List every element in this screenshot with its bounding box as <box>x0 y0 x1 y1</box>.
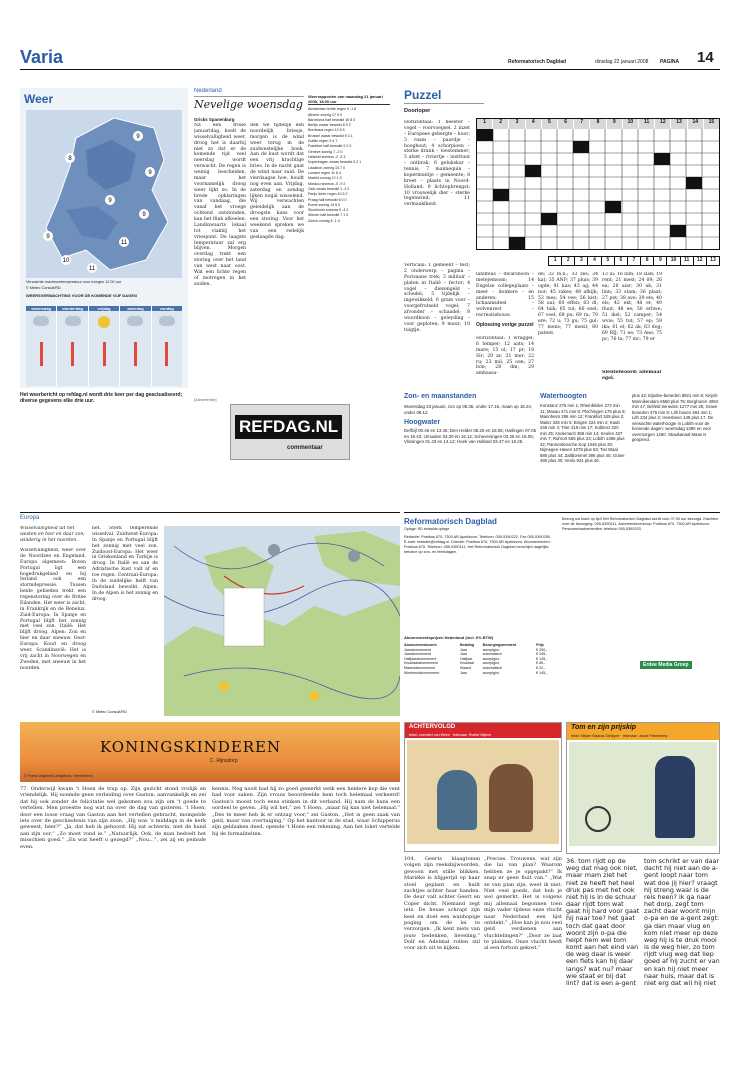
map-temp: 11 <box>120 240 128 246</box>
grid-number: 9 <box>607 119 623 129</box>
station-row: Kopenhagen zwaar bewolkt 5 2 1 <box>308 160 362 165</box>
station-row: Parijs lichte regen 10 5 2 <box>308 192 348 197</box>
nederland-byline: Gricks Spanenburg <box>194 116 235 122</box>
refdag-sub: commentaar <box>287 445 323 452</box>
station-row: Londen regen 11 6 4 <box>308 170 341 175</box>
day-label: zondag <box>152 306 182 311</box>
comic-figure <box>655 756 695 838</box>
colofon <box>404 512 720 716</box>
map-temp: 9 <box>46 234 50 240</box>
puzzle-grid-cells <box>477 129 719 249</box>
map-temp: 9 <box>148 170 152 176</box>
koningskinderen-author: C. Rijnsdorp <box>210 758 238 764</box>
page-number: 14 <box>697 49 714 66</box>
grid-number: 15 <box>704 119 719 129</box>
grid-number: 1 <box>549 257 562 265</box>
puzzel-col2: landbuis – dwarsboon – metejemsom; 14 Engelse collegeplaats – meer – donkere – en anderen; 15 lichaamsdeel – wolvenrest – recreatiebouw. <box>476 272 534 319</box>
puzzel-col4: 13 ui; 16 lum; 18 slab; 19 rent; 21 mest; 24 09; 26 ea; 28 aiar; 30 ak; 31 linn; 33 stam; 36 plaat; 27 pet; 38 ave; 39 ets; 40 els; 42 ekt; 48 et; 49 fluut; 48 ee; 50 erliwe; 51 ikel; 52 camper; 54 wvie; 55 tut; 57 ep; 59 ika; 61 el; 62 ak; 63 dog; 69 RIJ; 71 ee; 73 Ane; 75 pc; 76 ta; 77 mc; 79 er <box>602 272 662 342</box>
achtervolgd-text2: „Precies. Trouwens, wat zijn die lui van plan? Waarom hebben ze je opgepakt?” Ik snap er geen fluit van.” „Wat ze van plan zijn, weet ik niet. Niet veel goeds, dat heb je wel gemerkt. Het is volgens mij allemaal begonnen toen mijn vader tijdens onze vlucht naar Nederland een lijst ontdekt.” „Hoe kan je nou veel geld verdienen aan vluchtelingen?” „Door ze laat te plakken. Onze vlucht heeft al een fortuin gekost.” <box>484 856 562 952</box>
grid-number: 12 <box>655 119 671 129</box>
forecast-day <box>89 306 120 386</box>
grid-number: 14 <box>688 119 704 129</box>
achtervolgd-strip <box>404 722 562 852</box>
map-caption: Verwachte maximumtemperatuur voor morgen 12.00 uur <box>26 280 122 284</box>
station-row: Athene zonnig 17 9 0 <box>308 112 342 117</box>
grid-number: 11 <box>681 257 694 265</box>
grid-number: 12 <box>694 257 707 265</box>
forecast-day <box>26 306 57 386</box>
forecast-days <box>26 306 182 386</box>
colofon-right-text: Bezorg uw krant op tijd! Het Reformatorisch Dagblad wordt vóór 07.00 uur bezorgd. Klachten over de bezorging: 055-5390111. Advertentieverkoop: Postbus 670, 7300 AR Apeldoorn. Personeelsadvertenties: telefoon 055-5390333. <box>562 517 719 531</box>
map-temp: 9 <box>142 212 146 218</box>
map-temp: 8 <box>68 156 72 162</box>
sun-icon <box>219 681 229 691</box>
day-label: zaterdag <box>120 306 150 311</box>
thermometer-icon <box>71 342 74 366</box>
koningskinderen-title: KONINGSKINDEREN <box>100 738 282 756</box>
comic-figure <box>489 764 533 832</box>
cloud-icon <box>127 316 143 326</box>
grid-number: 4 <box>588 257 601 265</box>
map-temp: 9 <box>108 198 112 204</box>
sleutelwoord: Sleutelwoord: allemaal egel. <box>602 370 662 381</box>
europa-col1: Wisselvalligheid, weer over de Noordzee en Engeland. Europa algemeen: Boven Portugal ligt een hogedrukgebied en bij Ierland ook een stormdepressie. Tussen beide gebieden trekt een regenstoring over de Britse Eilanden. Het weer is zacht, in Frankrijk en de Benelux. Zuid-Europa: In Spanje en Portugal blijft het zonnig met veel zon. Italië: Het blijft droog. Alpen: Zon en hier en daar sneeuw. Oost-Europa: Koud en droog weer. Scandinavië: Het is vrij zacht in Noorwegen en Zweden, met sneeuw in het noorden. <box>20 548 86 671</box>
achtervolgd-title: ACHTERVOLGD <box>405 723 561 733</box>
stations-list <box>308 107 390 224</box>
thermometer-icon <box>134 342 137 366</box>
map-temp: 10 <box>62 258 70 264</box>
weer-bottom-caption: Het weerbericht op refdag.nl wordt drie keer per dag geactualiseerd; diverse gegevens elke drie uur. <box>20 392 183 405</box>
table-row: Halfjaarabonnement Halfjaar acceptgiro € 128,- <box>404 656 548 661</box>
bicycle-icon <box>585 806 611 832</box>
sun-icon <box>309 691 319 701</box>
price-table <box>404 643 554 675</box>
cloud-icon <box>65 316 81 326</box>
comic-figure <box>437 770 477 830</box>
table-row: Kwartaalabonnement Kwartaal acceptgiro € 66,- <box>404 661 546 666</box>
station-row: Amsterdam lichte regen 9 -1 8 <box>308 107 357 112</box>
station-row: Madrid zonnig 12 1 0 <box>308 176 342 181</box>
grid-number: 3 <box>575 257 588 265</box>
nederland-col2: den we tijdelijk een noordelijk briesje, morgen is de wind weer terug in de zuidwestelijke hoek. Aan de kust wordt dat een vrij krachtige bries. In de nacht gaat de wind naar zuid. De vierdaagse hoe, houdt nog even aan. Vrijdag, zaterdag en zondag lijken nogal wisselend. Wij verwachten geleidelijk aan de droogste kans voor een storing. Voor het weekend spreken we van een redelijk geslaagde dag. <box>250 123 304 240</box>
waterhoogten-title: Waterhoogten <box>540 393 587 400</box>
header-date: dinsdag 22 januari 2008 <box>595 59 649 65</box>
weer-title: Weer <box>24 92 54 106</box>
station-row: Lissabon zonnig 15 7 0 <box>308 165 345 170</box>
forecast-heading: WEERSVERWACHTING VOOR DE KOMENDE VIJF DAGEN <box>26 293 137 298</box>
station-row: Rome zonnig 14 6 0 <box>308 202 341 207</box>
grid-number: 4 <box>526 119 542 129</box>
station-row: Zürich zonnig 6 -1 0 <box>308 218 340 223</box>
station-row: Genève zonnig 7 -2 0 <box>308 149 343 154</box>
cloud-icon <box>33 316 49 326</box>
netherlands-map <box>26 110 182 278</box>
ad-caption: [Advertentie] <box>194 397 217 402</box>
day-label: donderdag <box>57 306 87 311</box>
weather-stations-table <box>308 94 390 382</box>
prijskip-text2: tom schrikt er van daar dacht hij niet aan de a-gent loopt naar tom wat doe jij hier? vraagt hij streng waar is de reis heen? ik ga naar het dorp, zegt tom zacht daar woont mijn o-pa en de a-gent zegt: ga dan maar vlug en kom niet meer op deze weg hij is te druk mooi is de weg hier, zo tom rijdt vlug weg dat liep goed af hij zucht er van en kan hij niet meer naar huis, maar dat is niet erg dat wil hij niet <box>644 858 720 987</box>
europe-weather-map <box>164 526 400 716</box>
page-header <box>20 46 720 70</box>
comic-panel <box>407 740 559 844</box>
day-label: woensdag <box>26 306 56 311</box>
hoogwater-title: Hoogwater <box>404 419 441 427</box>
koningskinderen-col1: 77. Onderwijl kwam 't Hoen de trap op. Zijn gezicht stond vrolijk en vriendelijk. Hij noemde geen verleiding over Gaston: aanvankelijk en zei dat hij ook zonder de felicitatie wel gekomen zou zijn om 't goede te vertellen. Men proestte nog wat na over de dag van gisteren. 't Hoen, door een losse vraag van Gaston aan het vertellen gebracht, mompelde iets over de geschiedenis van zijn zoon. „Hij was 's middags in de kerk geweest, heer?” „Ja, dat heb ik gehoord. Hij zat achterin, met de hand aan zijn oor.” „Zo moet vond ie.” „Natuurlijk. Ook, de man bedoelt het misschien goed.” „En wat heeft u gezegd?” „Nou...”, zei zij en peinsde even. <box>20 786 206 850</box>
puzzel-horizontaal: Horizontaal: 1 heester – vogel – voorvoegsel. 2 inzet – Europees gebergte – koor; 3 raam – paardje – hooghout; 4 schorpioen – sterke drank – toestemmer; 5 afzet – riviertje – instituut – ontbrak; 6 gelukskar – tennis; 7 mannequin – kopermuntje – gemeente; 8 kreet – plaats in Noord-Holland; 9 lichtopbrengst; 10 vrouwelijk dier – sterke tegenwind; 11 vermaaklheid. <box>404 120 470 208</box>
oplossing-text: Horizontaal: 1 wraggel; 6 temper; 12 aats; 14 mare; 15 ol; 17 pr; 18 Sir; 20 ar; 21 mer; 22 ru; 23 mil; 25 oen; 27 bon; 28 dm; 29 ambassa- <box>476 336 534 377</box>
grid-number: 8 <box>641 257 654 265</box>
puzzel-title: Puzzel <box>404 88 484 104</box>
station-row: Helsinki sneeuw -2 -5 3 <box>308 155 346 160</box>
prijskip-strip <box>566 722 720 854</box>
grid-number: 6 <box>558 119 574 129</box>
puzzle-grid <box>476 118 720 250</box>
nederland-kicker: Nederland <box>194 88 304 97</box>
grid-number: 13 <box>671 119 687 129</box>
grid-number: 1 <box>477 119 493 129</box>
station-row: Praag half bewolkt 6 0 0 <box>308 197 347 202</box>
puzzel-verticaal: Verticaal: 1 gemeent – test; 2 onderwerp – pagina – Porisaane trek; 3 militair – platen in Italië – fector; 4 vogel – diezengeld – schedel; 5 tijdelijk – ingewikkeld; 6 gram voor – voorgefrutseld vogel; 7 afvonder – schaadel; 8 woordkoon – geleyding – voor geploten; 9 muur; 10 tuigtje. <box>404 263 470 333</box>
forecast-day <box>57 306 88 386</box>
station-row: Frankfurt half bewolkt 9 2 0 <box>308 144 352 149</box>
page-label: PAGINA <box>660 59 680 65</box>
achtervolgd-text1: 104. Geerts klaagtonen volgen zijn reeksbijwoorden, gewoon met stille blikken. Mariëke is blijgerijd op haar stoel geplant en huilt zachtjes achter haar handen. De deur valt achter Geert en Coper dicht. Niemand zegt iets. De heuse schrapt zijn keel en doet een wanhopige poging om de lei te verzorgen. „Ik kent niets van jouw bedenken, lieveling.” Dolf en Adelmal rollen stil voor zich uit te kijken. <box>404 856 480 952</box>
grid-number: 5 <box>542 119 558 129</box>
waterhoogten-text: Konstanz 275 min 1; Rheinfelden 273 min 11; Maxau 471 min 8; Plochingen 175 plus 9; Mannheim 286 min 12; Frankfurt 349 plus 2; Mainz 325 min 5; Bingen 224 min 2; Kaub 246 min 4; Trier 219 min 17; Koblenz 320 min 25; Andernach 359 min 14; Keulen 427 min 7; Ruhrort 565 plus 23; Lobith 1396 plus 22; Pannerdensche Kop 1046 plus 20; Nijmegen-Haven 1078 plus 63; Tiel Waal 586 plus 44; Zaltbommel 395 plus 45; Grave 490 plus 30; Venlo 931 plus 46. <box>540 403 626 463</box>
map-temp: 11 <box>88 266 96 272</box>
grid-number: 10 <box>667 257 680 265</box>
grid-number: 7 <box>574 119 590 129</box>
erdee-logo: Erdee Media Groep <box>640 661 692 669</box>
grid-number: 9 <box>654 257 667 265</box>
hoogwater-text: Delfzijl 00.46 en 13.46; Den Helder 05.25 en 18.05; Harlingen 07.05 en 19.43; IJmuiden 03.30 en 16.12; Scheveningen 03.25 en 16.05; Vlissingen 01.43 en 14.12; Hoek van Holland 03.47 en 16.25. <box>404 428 537 445</box>
forecast-day <box>120 306 151 386</box>
puzzel-subtitle: Doorloper <box>404 108 431 115</box>
puzzle-solution-strip <box>548 256 720 266</box>
grid-number: 13 <box>710 257 716 263</box>
grid-number: 2 <box>493 119 509 129</box>
koningskinderen-credit: © Friese Uitgeverij Jongbloed, Heerenveen <box>24 774 93 778</box>
puzzel-col3: de; 32 m.n.; 33 zes; 34 kat; 35 ANP; 37 pluis; 39 ogde; 41 kas; 43 ag; 44 nor; 45 rakes; 48 afkijk; 53 mes; 54 vee; 56 kist; 58 uul; 60 effen; 63 dl; 64 tuik; 65 tul; 66 ezel; 67 voel; 68 pu; 69 ra; 70 ere; 72 u; 73 gu; 75 gul; 77 mens; 77 meisl; 80 patent. <box>538 272 598 336</box>
table-row: Abonnementsvorm Betaling Bezorgingsmoment Prijs <box>404 643 544 647</box>
colofon-text: Redactie: Postbus 670, 7300 AR Apeldoorn. Telefoon: 055-5390222. Fax 055-5390255. E-mail: redactie@refdag.nl. Directie: Postbus 670, 7300 AR Apeldoorn. Abonnementen: Postbus 670. Telefoon: 055-5390111. Het Reformatorisch Dagblad verschijnt dagelijks behalve op zon- en feestdagen. <box>404 535 551 554</box>
table-row: Jaarabonnement Jaar acceptgiro € 250,- <box>404 647 548 652</box>
thermometer-icon <box>40 342 43 366</box>
waterhoogten-text2: plus 42; Eijsden-beneden 8921 min 8; Kinjsh-Monnikendam 6560 plus 75; Borghuren 4084 min 47; Belfeld beneden 1277 min 25; Grave beneden 375 min 8; Lith boven 484 min 1; Lith 234 plus 2; Heesbeen 145 plus 17. De verwachte waterhoogte in Lobith voor de komende dagen: woensdag 1380 en voor overmorgen 1260. Stuwkanaal Maas is geopend. <box>632 393 719 442</box>
weer-panel <box>20 88 188 388</box>
table-row: Maandabonnement Maand automatisch € 22,- <box>404 665 546 670</box>
thermometer-icon <box>165 342 168 366</box>
forecast-day <box>152 306 182 386</box>
europa-kicker: Europa <box>20 515 40 521</box>
refdag-logo: REFDAG.NL <box>235 415 342 439</box>
refdag-ad[interactable] <box>194 397 390 467</box>
newspaper-name: Reformatorisch Dagblad <box>508 59 567 65</box>
zon-text: Woensdag 23 januari, zon op 08.35, onder 17.16, maan op 18.24, onder 08.12. <box>404 403 533 415</box>
grid-number: 2 <box>562 257 575 265</box>
table-row: Weekendabonnement Jaar acceptgiro € 145,- <box>404 670 548 675</box>
section-title: Varia <box>20 47 64 67</box>
station-row: Wenen half bewolkt 7 1 0 <box>308 213 349 218</box>
grid-number: 10 <box>623 119 639 129</box>
cloud-icon <box>268 544 280 556</box>
station-row: Bordeaux regen 12 6 5 <box>308 128 345 133</box>
colofon-logo: Reformatorisch Dagblad <box>404 517 497 526</box>
prijskip-credits: tekst: Mirjam Blaauw-Schipper · tekenaar: Jacob Pieterkamp <box>567 734 719 740</box>
colofon-tagline: Oplage: RD betaalde oplage <box>404 527 450 531</box>
map-temp: 9 <box>136 134 140 140</box>
sun-icon <box>98 316 110 328</box>
europa-col2: het. Sterk temperende wisselval. Zuidwest-Europa: In Spanje en Portugal blijft het zonnig met veel zon. Zuidoost-Europa: Het weer in Griekenland en Turkije is droog. In Italië en aan de Adriatische kust valt af en toe regen. Centraal-Europa: In de zuidelijke helft van Duitsland bewolkt. Alpen: In de Alpen is het zonnig en droog. <box>92 526 158 602</box>
station-row: Oslo zwaar bewolkt 1 -3 0 <box>308 186 350 191</box>
station-row: Barcelona half bewolkt 16 8 0 <box>308 117 356 122</box>
prijskip-text1: 36. tom rijdt op de weg dat mag ook niet, maar mam ziet het niet ze heeft het heel druk pas met het ook niet hij is in de schuur daar rijdt tom wat gaat hij hard voor gaat hij naar toe? het gaat toch dat gaat door woont zijn o-pa die helpt hem wel tom komt aan het eind van de weg daar is weer een fiets kan hij daar langs? wat nu? maar wie staat er bij dat lint? dat is een a-gent <box>566 858 640 987</box>
thermometer-icon <box>103 342 106 366</box>
stations-heading: Weerrapporten van maandag 21 januari 2008, 18.00 uur <box>308 94 390 105</box>
grid-number: 3 <box>509 119 525 129</box>
zon-maan-box <box>404 393 538 483</box>
koningskinderen-col2: kennis. Nog nooit had hij zo goed gemerkt welk een heldere kop die vent had voor zaken. Zijn vrouw beoordeelde hem toch helemaal verkeerd! Gaston's moest toch eens stinken in dit verband. Hij nam de kans een oordeel te geven. „Hij wil het,” zei 't Hoen, „maar hij kan niet helemaal.” „Des te meer heb ik er ontzag voor,” zei Gaston. „Het is geen zaak van geld, maar van overtuiging.” Op het kantoor in de stad, waar Schipperus zijn geldzaken deed, opende 't Hoen een rekening. Aan het loket vertelde hij de formaliteiten. <box>212 786 400 837</box>
refdag-banner <box>230 404 350 460</box>
waterhoogten-box <box>540 393 720 488</box>
station-row: Dublin regen 9 4 7 <box>308 139 338 144</box>
nederland-col1: Na een frisse januaridag, koelt de wisselvalligheid weer, droog het is daarbij niet zo dat er de komende tijd veel neerslag wordt verwacht. De regen is weinig bescheiden, maar het voornamelijk droog weer lijkt zo. In de brede opklaringen van vandaag, die vanaf het vroege ochtend ontstonden, kan het flink afkoelen. Landinwaarts lokaal tot vlakbij het vriespunt. De laagste temperatuur zal erg blijven. Morgen overdag trekt een storing over het land van west naar oost. Wat een lichte regen of motregen in het zuiden. <box>194 123 246 287</box>
station-row: Brussel zwaar bewolkt 9 3 1 <box>308 133 353 138</box>
koningskinderen-banner <box>20 722 400 782</box>
station-row: Berlijn zwaar bewolkt 8 3 2 <box>308 123 351 128</box>
grid-number: 7 <box>628 257 641 265</box>
zon-title: Zon- en maanstanden <box>404 393 477 400</box>
europa-credit: © Meteo Consult/RD <box>92 710 127 714</box>
grid-number: 11 <box>639 119 655 129</box>
oplossing-heading: Oplossing vorige puzzel <box>476 322 534 328</box>
cloud-icon <box>348 550 360 562</box>
legend-box <box>224 588 264 646</box>
price-table-heading: Abonnementsprijzen Nederland (incl. 6% BTW) <box>404 635 494 640</box>
europa-intro: Wisselvalligheid uit het westen en hier en daar zon; winderig in het noorden. <box>20 526 85 543</box>
map-credit: © Meteo Consult/RD <box>26 286 61 290</box>
station-row: Stockholm sneeuw 0 -4 2 <box>308 208 349 213</box>
grid-number: 6 <box>615 257 628 265</box>
comic-panel <box>569 742 717 846</box>
day-label: vrijdag <box>89 306 119 311</box>
achtervolgd-credits: tekst: Leendert van Wees · tekenaar: Roelof Wijnne <box>405 733 561 739</box>
grid-header-row <box>477 119 719 129</box>
cloud-icon <box>159 316 175 326</box>
prijskip-title: Tom en zijn prijskip <box>567 723 719 734</box>
grid-number: 5 <box>602 257 615 265</box>
station-row: Moskou sneeuw -5 -9 2 <box>308 181 346 186</box>
table-row: Jaarabonnement Jaar automatisch € 245,- <box>404 652 548 657</box>
nederland-title: Nevelige woensdag <box>194 97 303 111</box>
grid-number: 8 <box>590 119 606 129</box>
